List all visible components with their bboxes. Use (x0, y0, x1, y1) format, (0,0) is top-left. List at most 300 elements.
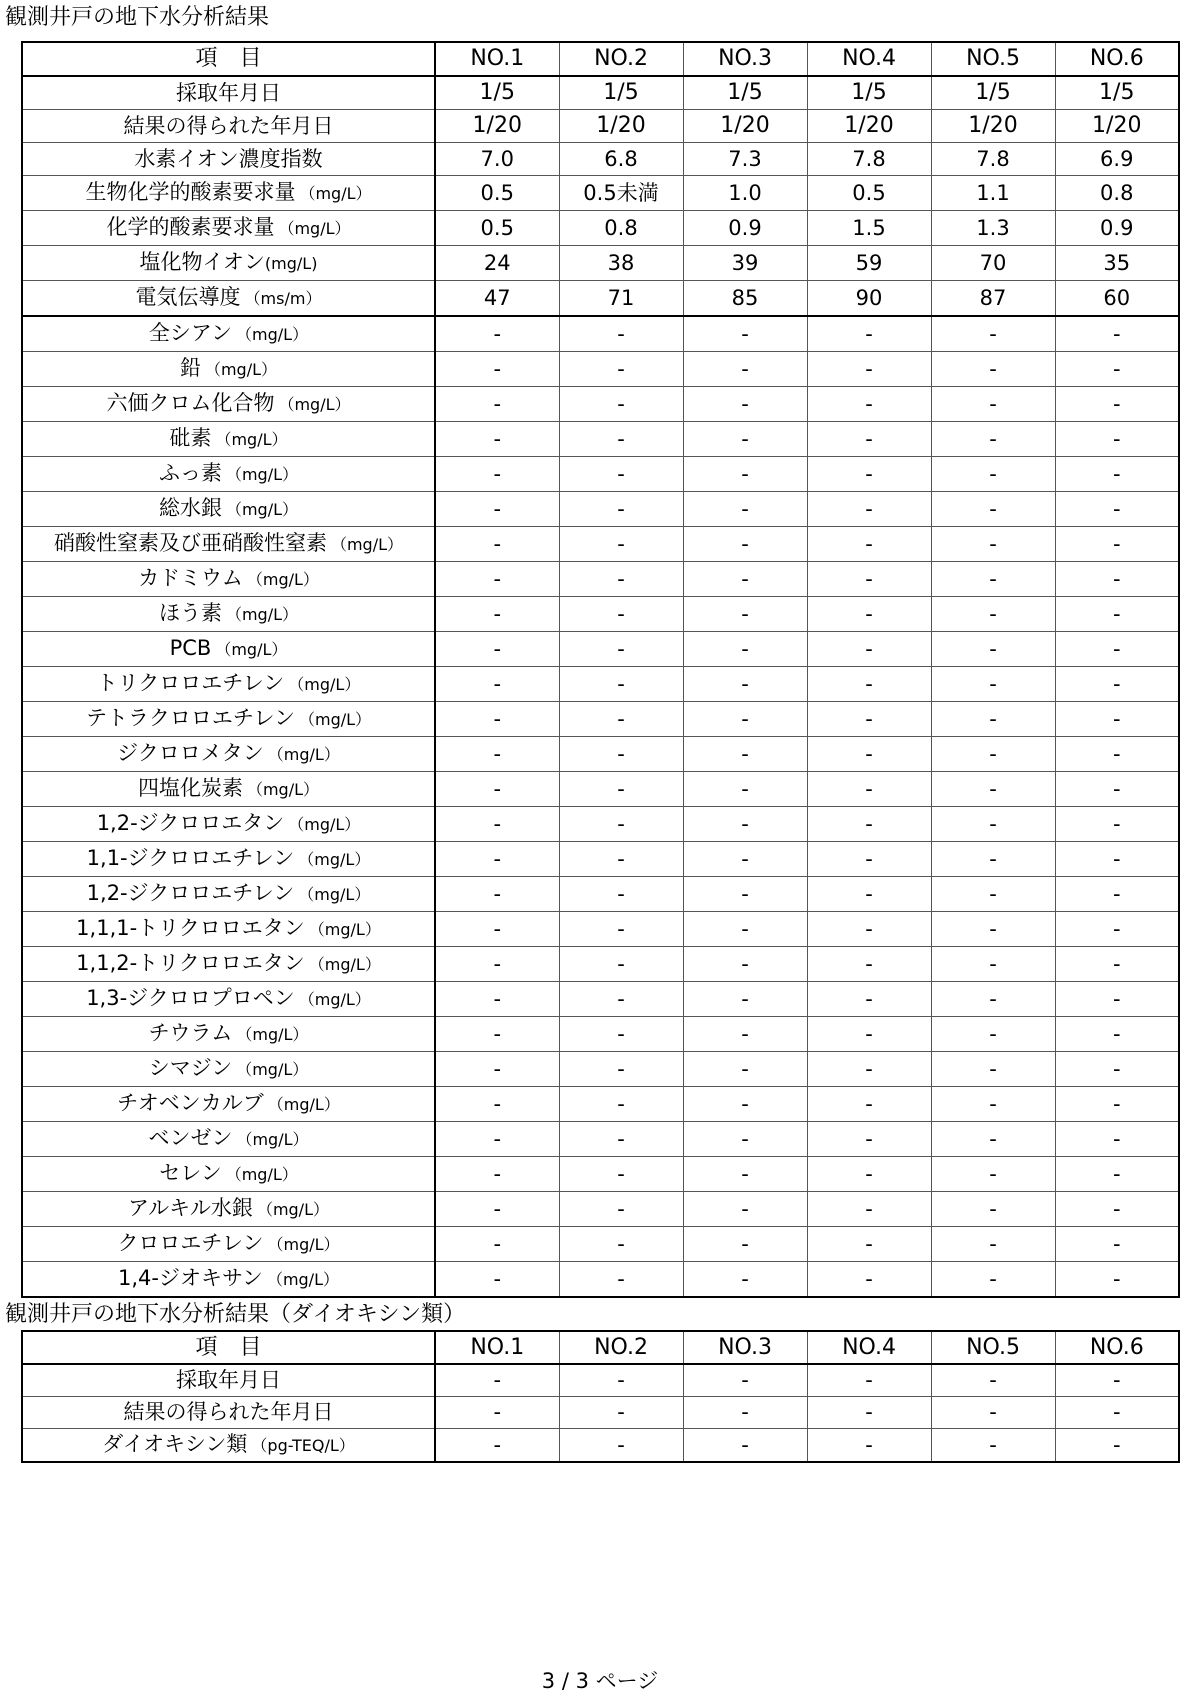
row-label-name: ジクロロメタン (117, 741, 264, 765)
table-cell: - (435, 457, 559, 492)
table-cell: 1/20 (435, 110, 559, 143)
table-cell: - (683, 1262, 807, 1298)
row-label-name: ベンゼン (148, 1126, 233, 1150)
dioxin-section-title: 観測井戸の地下水分析結果（ダイオキシン類） (5, 1302, 466, 1327)
row-label-unit: （mg/L） (246, 780, 320, 799)
table-cell: - (807, 1017, 931, 1052)
table-cell: - (1055, 1087, 1179, 1122)
row-label (22, 982, 435, 1017)
row-label (22, 316, 435, 352)
row-label-unit: （mg/L） (267, 1095, 340, 1114)
table-row (22, 1192, 1179, 1227)
table-cell: - (435, 632, 559, 667)
row-label-unit: （mg/L） (278, 395, 351, 414)
table-cell: - (435, 1227, 559, 1262)
table-row (22, 76, 1179, 110)
row-label (22, 281, 435, 317)
table-cell: - (559, 387, 683, 422)
table-cell: - (559, 1122, 683, 1157)
table-row (22, 1397, 1179, 1429)
table-cell: - (807, 842, 931, 877)
row-label-name: チオベンカルブ (117, 1091, 264, 1115)
row-label-unit: （mg/L） (267, 745, 340, 764)
table-cell: 0.5未満 (559, 176, 683, 211)
table-cell: - (807, 1192, 931, 1227)
table-cell: - (559, 457, 683, 492)
row-label-name: クロロエチレン (117, 1231, 264, 1255)
table-cell: - (807, 1397, 931, 1429)
table-row (22, 737, 1179, 772)
table-cell: 59 (807, 246, 931, 281)
table-cell: - (559, 422, 683, 457)
table-cell: - (683, 492, 807, 527)
table-cell: - (931, 702, 1055, 737)
row-label-unit: （mg/L） (266, 1270, 339, 1289)
table-cell: 87 (931, 281, 1055, 317)
table-row (22, 387, 1179, 422)
table-cell: - (435, 1262, 559, 1298)
row-label-name: 1,1,1-トリクロロエタン (76, 916, 305, 940)
row-label-name: 六価クロム化合物 (106, 391, 275, 415)
table-cell: 1.3 (931, 211, 1055, 246)
table-cell: 0.8 (1055, 176, 1179, 211)
table-row (22, 807, 1179, 842)
table-cell: - (435, 527, 559, 562)
table-cell: - (683, 807, 807, 842)
column-header-item: 項 目 (22, 42, 435, 76)
table-cell: - (931, 772, 1055, 807)
table-cell: - (683, 982, 807, 1017)
row-label-name: 塩化物イオン (139, 250, 265, 274)
table-cell: - (435, 562, 559, 597)
page-title: 観測井戸の地下水分析結果 (5, 5, 270, 30)
row-label (22, 1397, 435, 1429)
table-cell: - (1055, 352, 1179, 387)
table-cell: 7.3 (683, 143, 807, 176)
table-cell: - (807, 527, 931, 562)
table-cell: 7.8 (807, 143, 931, 176)
table-cell: - (683, 422, 807, 457)
row-label-name: 総水銀 (158, 496, 222, 520)
table-cell: - (807, 1122, 931, 1157)
row-label-unit: （mg/L） (308, 920, 381, 939)
table-cell: - (931, 1429, 1055, 1463)
table-row (22, 492, 1179, 527)
table-cell: - (683, 457, 807, 492)
table-cell: - (931, 457, 1055, 492)
table-cell: - (559, 772, 683, 807)
table-cell: 1/5 (683, 76, 807, 110)
table-cell: 24 (435, 246, 559, 281)
table-cell: - (435, 667, 559, 702)
table-cell: - (1055, 1397, 1179, 1429)
table-cell: - (435, 1017, 559, 1052)
table-cell: 47 (435, 281, 559, 317)
table-cell: - (559, 667, 683, 702)
table-cell: - (559, 1017, 683, 1052)
table-row (22, 176, 1179, 211)
table-cell: - (683, 387, 807, 422)
table-cell: 7.8 (931, 143, 1055, 176)
table-cell: - (807, 632, 931, 667)
table-cell: - (931, 1052, 1055, 1087)
table-cell: - (683, 1364, 807, 1397)
table-row (22, 597, 1179, 632)
column-header-no4: NO.4 (807, 42, 931, 76)
row-label-name: シマジン (148, 1056, 233, 1080)
row-label (22, 772, 435, 807)
table-cell: 1.0 (683, 176, 807, 211)
table-cell: - (559, 632, 683, 667)
table-row (22, 211, 1179, 246)
table-cell: - (1055, 1364, 1179, 1397)
table-cell: - (931, 632, 1055, 667)
table-cell: 6.9 (1055, 143, 1179, 176)
row-label (22, 1087, 435, 1122)
table-cell: 1/5 (931, 76, 1055, 110)
table-cell: 60 (1055, 281, 1179, 317)
table-cell: 1/20 (807, 110, 931, 143)
table-cell: - (931, 1017, 1055, 1052)
row-label-name: ふっ素 (158, 461, 222, 485)
table-cell: - (559, 316, 683, 352)
table-row (22, 281, 1179, 317)
row-label-unit: （mg/L） (288, 815, 361, 834)
row-label (22, 1017, 435, 1052)
table-cell: - (931, 1087, 1055, 1122)
table-cell: 0.9 (1055, 211, 1179, 246)
table-cell: - (435, 772, 559, 807)
row-label-name: カドミウム (138, 566, 243, 590)
table-cell: - (931, 352, 1055, 387)
column-header-no6: NO.6 (1055, 1331, 1179, 1364)
table-cell: - (1055, 422, 1179, 457)
row-label-name: 結果の得られた年月日 (123, 114, 334, 138)
table-cell: - (807, 982, 931, 1017)
row-label-unit: （mg/L） (256, 1200, 329, 1219)
row-label-name: 硝酸性窒素及び亜硝酸性窒素 (53, 531, 327, 555)
table-cell: - (807, 947, 931, 982)
table-cell: - (559, 492, 683, 527)
table-cell: - (559, 1157, 683, 1192)
table-cell: - (807, 1052, 931, 1087)
row-label-unit: （mg/L） (308, 955, 381, 974)
table-cell: - (1055, 492, 1179, 527)
column-header-no4: NO.4 (807, 1331, 931, 1364)
table-cell: - (1055, 457, 1179, 492)
table-cell: 1/20 (683, 110, 807, 143)
table-cell: - (559, 1052, 683, 1087)
column-header-no2: NO.2 (559, 42, 683, 76)
row-label-unit: （mg/L） (236, 1025, 309, 1044)
row-label-name: 1,4-ジオキサン (118, 1266, 263, 1290)
column-header-no1: NO.1 (435, 1331, 559, 1364)
table-cell: - (807, 422, 931, 457)
row-label-name: トリクロロエチレン (96, 671, 285, 695)
groundwater-analysis-table (21, 41, 1180, 1298)
table-cell: - (683, 737, 807, 772)
table-cell: - (435, 1087, 559, 1122)
table-cell: - (435, 877, 559, 912)
table-cell: - (559, 1429, 683, 1463)
row-label-unit: （mg/L） (236, 1130, 309, 1149)
row-label-unit: （mg/L） (299, 184, 372, 203)
table-row (22, 1364, 1179, 1397)
table-cell: - (931, 737, 1055, 772)
table-cell: - (807, 387, 931, 422)
row-label (22, 1192, 435, 1227)
table-cell: - (931, 667, 1055, 702)
row-label-name: 1,1-ジクロロエチレン (86, 846, 295, 870)
table-cell: - (683, 667, 807, 702)
row-label (22, 211, 435, 246)
table-cell: 1/5 (559, 76, 683, 110)
row-label-unit: （mg/L） (236, 325, 309, 344)
table-cell: - (435, 982, 559, 1017)
table-cell: 1.5 (807, 211, 931, 246)
table-cell: - (807, 1157, 931, 1192)
table-cell: - (1055, 912, 1179, 947)
table-cell: - (931, 492, 1055, 527)
table-cell: - (683, 562, 807, 597)
table-cell: 0.5 (807, 176, 931, 211)
table-cell: 0.5 (435, 211, 559, 246)
table-cell: 35 (1055, 246, 1179, 281)
table-cell: - (683, 1397, 807, 1429)
table-cell: - (931, 387, 1055, 422)
table-cell: - (1055, 562, 1179, 597)
table-cell: 38 (559, 246, 683, 281)
row-label (22, 1122, 435, 1157)
table-cell: - (683, 527, 807, 562)
table-cell: - (435, 947, 559, 982)
row-label-unit: （mg/L） (225, 465, 299, 484)
row-label-name: テトラクロロエチレン (85, 706, 295, 730)
table-row (22, 842, 1179, 877)
row-label-unit: （mg/L） (225, 605, 299, 624)
table-cell: - (435, 316, 559, 352)
table-cell: 0.9 (683, 211, 807, 246)
table-cell: - (931, 597, 1055, 632)
page-number: 3 / 3 ページ (541, 1669, 659, 1693)
row-label-unit: （mg/L） (204, 360, 278, 379)
table-cell: - (559, 702, 683, 737)
table-row (22, 527, 1179, 562)
table-cell: - (807, 597, 931, 632)
row-label-name: 全シアン (148, 321, 233, 345)
table-cell: - (559, 1087, 683, 1122)
row-label-name: ダイオキシン類 (102, 1432, 248, 1456)
row-label (22, 842, 435, 877)
table-cell: - (931, 877, 1055, 912)
table-cell: - (683, 632, 807, 667)
table-cell: - (1055, 1157, 1179, 1192)
table-cell: - (683, 597, 807, 632)
table-cell: - (931, 912, 1055, 947)
table-cell: - (1055, 1122, 1179, 1157)
table-cell: - (435, 352, 559, 387)
row-label-unit: (mg/L) (264, 254, 318, 273)
table-row (22, 457, 1179, 492)
table-cell: - (1055, 667, 1179, 702)
row-label-name: チウラム (148, 1021, 233, 1045)
table-cell: - (807, 702, 931, 737)
row-label (22, 947, 435, 982)
table-cell: 0.8 (559, 211, 683, 246)
table-cell: 1/20 (559, 110, 683, 143)
row-label (22, 352, 435, 387)
table-cell: - (435, 422, 559, 457)
table-cell: - (435, 1052, 559, 1087)
table-cell: 39 (683, 246, 807, 281)
table-cell: - (559, 1192, 683, 1227)
column-header-no1: NO.1 (435, 42, 559, 76)
row-label (22, 110, 435, 143)
table-cell: - (931, 316, 1055, 352)
column-header-no3: NO.3 (683, 1331, 807, 1364)
table-cell: - (683, 1087, 807, 1122)
table-cell: - (931, 807, 1055, 842)
table-cell: - (807, 457, 931, 492)
table-cell: 0.5 (435, 176, 559, 211)
table-cell: 1/5 (807, 76, 931, 110)
table-cell: - (807, 352, 931, 387)
table-row (22, 947, 1179, 982)
table-cell: 1.1 (931, 176, 1055, 211)
table-cell: - (807, 667, 931, 702)
table-cell: - (683, 1429, 807, 1463)
table-cell: - (1055, 316, 1179, 352)
row-label (22, 1364, 435, 1397)
table-cell: - (559, 877, 683, 912)
table-row (22, 562, 1179, 597)
row-label-name: 鉛 (179, 356, 201, 380)
table-cell: - (683, 1122, 807, 1157)
row-label (22, 562, 435, 597)
table-cell: - (559, 352, 683, 387)
table-row (22, 1017, 1179, 1052)
table-cell: - (1055, 842, 1179, 877)
table-cell: - (931, 1262, 1055, 1298)
table-cell: - (435, 702, 559, 737)
table-cell: - (1055, 982, 1179, 1017)
table-row (22, 702, 1179, 737)
table-cell: - (807, 737, 931, 772)
table-row (22, 143, 1179, 176)
table-cell: - (1055, 947, 1179, 982)
row-label (22, 527, 435, 562)
table-cell: - (559, 842, 683, 877)
table-cell: - (435, 807, 559, 842)
table-cell: 1/20 (1055, 110, 1179, 143)
table-cell: - (1055, 597, 1179, 632)
table-cell: - (1055, 877, 1179, 912)
table-cell: - (683, 1017, 807, 1052)
table-cell: - (559, 947, 683, 982)
table-cell: - (931, 1122, 1055, 1157)
row-label (22, 176, 435, 211)
row-label (22, 1429, 435, 1463)
table-row (22, 422, 1179, 457)
table-cell: - (931, 982, 1055, 1017)
table-row (22, 1262, 1179, 1298)
table-cell: - (435, 842, 559, 877)
table-cell: - (559, 1364, 683, 1397)
row-label-unit: （mg/L） (246, 570, 319, 589)
table-cell: - (559, 737, 683, 772)
row-label (22, 246, 435, 281)
row-label-name: 砒素 (169, 426, 212, 450)
row-label (22, 1157, 435, 1192)
table-cell: - (1055, 1429, 1179, 1463)
table-cell: 1/5 (1055, 76, 1179, 110)
column-header-no2: NO.2 (559, 1331, 683, 1364)
row-label (22, 1052, 435, 1087)
row-label-name: 1,2-ジクロロエタン (96, 811, 285, 835)
row-label (22, 632, 435, 667)
table-cell: - (683, 772, 807, 807)
row-label (22, 1262, 435, 1298)
table-cell: - (807, 316, 931, 352)
table-cell: - (1055, 632, 1179, 667)
table-cell: - (435, 1122, 559, 1157)
row-label-unit: （mg/L） (278, 219, 351, 238)
row-label (22, 76, 435, 110)
column-header-item: 項 目 (22, 1331, 435, 1364)
table-cell: - (559, 807, 683, 842)
row-label-name: 1,2-ジクロロエチレン (86, 881, 295, 905)
row-label-unit: （mg/L） (267, 1235, 340, 1254)
row-label-unit: （mg/L） (236, 1060, 309, 1079)
row-label-name: ほう素 (158, 601, 222, 625)
column-header-no5: NO.5 (931, 42, 1055, 76)
table-cell: - (683, 1227, 807, 1262)
row-label (22, 492, 435, 527)
row-label-name: 化学的酸素要求量 (106, 215, 275, 239)
table-row (22, 912, 1179, 947)
table-cell: - (807, 562, 931, 597)
row-label-unit: （mg/L） (330, 535, 404, 554)
table-cell: - (807, 1087, 931, 1122)
table-cell: - (1055, 387, 1179, 422)
table-header-row (22, 1331, 1179, 1364)
row-label-name: 四塩化炭素 (137, 776, 243, 800)
table-cell: 6.8 (559, 143, 683, 176)
table-row (22, 1157, 1179, 1192)
row-label-name: 1,3-ジクロロプロペン (86, 986, 295, 1010)
row-label-name: 結果の得られた年月日 (123, 1400, 334, 1424)
table-cell: - (931, 422, 1055, 457)
table-cell: - (931, 947, 1055, 982)
table-cell: - (559, 912, 683, 947)
row-label-unit: （mg/L） (215, 430, 288, 449)
table-row (22, 110, 1179, 143)
table-cell: - (1055, 772, 1179, 807)
table-cell: - (807, 492, 931, 527)
table-cell: - (559, 1227, 683, 1262)
table-row (22, 1087, 1179, 1122)
table-cell: - (931, 1364, 1055, 1397)
row-label-name: PCB (169, 636, 212, 660)
row-label (22, 737, 435, 772)
table-cell: - (559, 562, 683, 597)
table-cell: - (807, 1227, 931, 1262)
row-label-unit: （mg/L） (288, 675, 361, 694)
table-row (22, 667, 1179, 702)
table-cell: - (683, 1192, 807, 1227)
row-label-unit: （mg/L） (299, 710, 372, 729)
table-cell: - (1055, 737, 1179, 772)
